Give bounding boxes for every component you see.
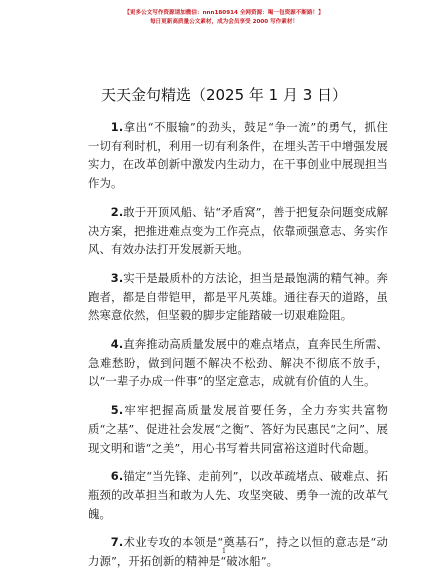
paragraph-number: 1. (110, 120, 124, 134)
paragraph-number: 7. (110, 535, 124, 550)
paragraph-text: 实干是最质朴的方法论，担当是最饱满的精气神。奔跑者，都是自带铠甲，都是平凡英雄。通往春天的道路，虽然寒意依然，但坚毅的脚步定能踏破一切艰难险阻。 (88, 270, 388, 323)
paragraph-5 (88, 401, 388, 457)
paragraph-number: 6. (110, 469, 124, 484)
paragraph-6 (88, 467, 388, 523)
paragraph-text: 牢牢把握高质量发展首要任务，全力夯实共富物质“之基”、促进社会发展“之衡”、答好为民惠民“之问”、展现文明和谐“之美”，用心书写着共同富裕这道时代命题。 (88, 403, 388, 455)
document-title: 天天金句精选（2025 年 1 月 3 日） (100, 86, 348, 104)
paragraph-3 (88, 269, 388, 325)
paragraph-number: 2. (110, 204, 124, 219)
paragraph-number: 5. (110, 403, 124, 418)
paragraph-number: 4. (110, 337, 124, 352)
paragraph-text: 敢于开顶风船、钻“矛盾窝”，善于把复杂问题变成解决方案，把推进难点变为工作亮点，依靠顽强意志、务实作风、有效办法打开发展新天地。 (88, 204, 388, 257)
promo-banner-line-2: 每日更新高质量公文素材，成为会员享受 2000 写作素材！ (149, 19, 299, 25)
paragraph-text: 拿出“不服输”的劲头，鼓足“争一流”的勇气，抓住一切有利时机，利用一切有利条件，在埋头苦干中增强发展实力，在改革创新中激发内生动力，在干事创业中展现担当作为。 (88, 120, 388, 191)
paragraph-1 (88, 118, 388, 193)
paragraph-4 (88, 335, 388, 391)
page-number: 1 (221, 547, 227, 555)
document-body (88, 118, 388, 581)
paragraph-2 (88, 203, 388, 259)
paragraph-text: 术业专攻的本领是“奠基石”，持之以恒的意志是“动力源”，开拓创新的精神是“破冰船”。 (88, 535, 388, 569)
paragraph-number: 3. (110, 270, 124, 285)
promo-banner-line-1: 【更多公文写作资源请加微信：nnn180914 全网资源：喝一包资源不断路！】 (124, 10, 324, 16)
paragraph-text: 锚定“当先锋、走前列”，以改革疏堵点、破难点、拓瓶颈的改革担当和敢为人先、攻坚突破、勇争一流的改革气魄。 (88, 469, 388, 521)
paragraph-text: 直奔推动高质量发展中的难点堵点，直奔民生所需、急难愁盼，做到问题不解决不松劲、解决不彻底不放手，以“一辈子办成一件事”的坚定意志，成就有价值的人生。 (88, 337, 388, 389)
